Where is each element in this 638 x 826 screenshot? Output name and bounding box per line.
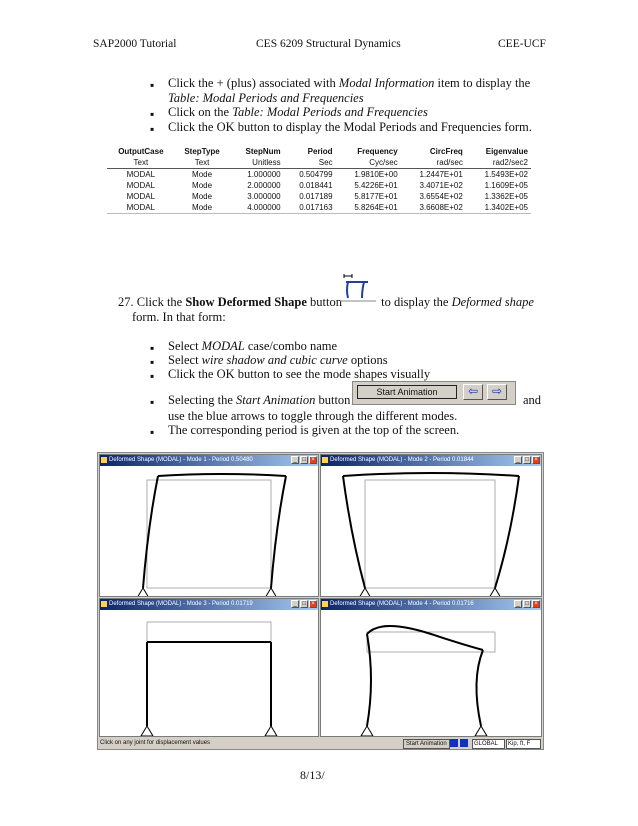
bullet-icon: ▪	[150, 395, 155, 409]
bullet-text: use the blue arrows to toggle through the different modes.	[168, 409, 458, 423]
close-icon[interactable]: ×	[532, 456, 540, 464]
window-titlebar: Deformed Shape (MODAL) - Mode 4 - Period 0.01716 _ □ ×	[321, 599, 541, 610]
mode-3-window	[99, 598, 319, 737]
deformed-shape-icon	[340, 270, 376, 302]
column-header: Period	[307, 147, 333, 156]
table-cell: Mode	[192, 181, 213, 190]
column-header: StepType	[184, 147, 220, 156]
maximize-icon[interactable]: □	[300, 600, 308, 608]
arrow-right-icon[interactable]	[460, 739, 468, 747]
table-row	[107, 202, 531, 214]
window-icon	[322, 457, 328, 463]
bullet-text: Click on the Table: Modal Periods and Frequencies	[168, 105, 428, 119]
table-cell: Mode	[175, 202, 230, 214]
column-unit: Unitless	[229, 157, 283, 169]
table-cell: MODAL	[126, 192, 156, 201]
table-cell: 1.3402E+05	[466, 202, 531, 214]
column-header: OutputCase	[118, 147, 164, 156]
column-header: Frequency	[357, 147, 398, 156]
minimize-icon[interactable]: _	[514, 456, 522, 464]
column-unit: Text	[175, 157, 230, 169]
mode-3-frame-drawing	[100, 610, 318, 736]
bullet-text-and: and	[523, 393, 542, 407]
bullet-icon: ▪	[150, 122, 155, 136]
column-unit: rad/sec	[401, 157, 466, 169]
mode-4-frame-drawing	[321, 610, 541, 736]
bullet-icon: ▪	[150, 78, 155, 92]
minimize-icon[interactable]: _	[514, 600, 522, 608]
table-header-row	[107, 146, 531, 157]
table-cell: 0.018441	[299, 181, 333, 190]
maximize-icon[interactable]: □	[300, 456, 308, 464]
table-cell: MODAL	[107, 202, 175, 214]
table-cell: 5.4226E+01	[354, 181, 398, 190]
bullet-text: Select MODAL case/combo name	[168, 339, 338, 353]
bullet-icon: ▪	[150, 425, 155, 439]
table-row	[107, 169, 531, 181]
arrow-left-icon[interactable]: ⇦	[463, 384, 483, 400]
close-icon[interactable]: ×	[532, 600, 540, 608]
header-left: SAP2000 Tutorial	[93, 38, 177, 50]
table-units-row	[107, 157, 531, 169]
maximize-icon[interactable]: □	[523, 600, 531, 608]
window-icon	[101, 601, 107, 607]
column-unit: Sec	[284, 157, 336, 169]
mode-shapes-screenshot	[97, 452, 544, 750]
status-hint: Click on any joint for displacement values	[100, 740, 211, 746]
bullet-icon: ▪	[150, 369, 155, 383]
table-cell: 5.8264E+01	[336, 202, 401, 214]
page-number: 8/13/	[300, 768, 325, 782]
table-cell: Mode	[192, 170, 213, 179]
modal-periods-table	[107, 146, 531, 214]
window-titlebar: Deformed Shape (MODAL) - Mode 2 - Period 0.01844 _ □ ×	[321, 455, 541, 466]
table-cell: 5.8177E+01	[354, 192, 398, 201]
maximize-icon[interactable]: □	[523, 456, 531, 464]
table-cell: 0.504799	[299, 170, 333, 179]
table-cell: 1.000000	[247, 170, 281, 179]
table-cell: 1.9810E+00	[354, 170, 398, 179]
bullet-icon: ▪	[150, 355, 155, 369]
table-row	[107, 180, 531, 191]
table-cell: 1.3362E+05	[484, 192, 528, 201]
window-icon	[322, 601, 328, 607]
close-icon[interactable]: ×	[309, 456, 317, 464]
column-unit: Text	[107, 157, 175, 169]
mode-1-window	[99, 454, 319, 597]
table-cell: Mode	[192, 192, 213, 201]
table-cell: MODAL	[126, 181, 156, 190]
bullet-icon: ▪	[150, 107, 155, 121]
bullet-text: Click the OK button to see the mode shapes visually	[168, 367, 431, 381]
show-deformed-shape-button[interactable]	[340, 270, 376, 302]
window-icon	[101, 457, 107, 463]
bullet-text: The corresponding period is given at the top of the screen.	[168, 423, 460, 437]
arrow-left-icon[interactable]	[450, 739, 458, 747]
mode-1-frame-drawing	[100, 466, 318, 596]
table-cell: 1.1609E+05	[484, 181, 528, 190]
mode-2-frame-drawing	[321, 466, 541, 596]
step-27-text: 27. Click the Show Deformed Shape button to display the Deformed shape form. In that form:	[118, 295, 534, 324]
table-cell: 3.6554E+02	[419, 192, 463, 201]
bullet-text: Select wire shadow and cubic curve options	[168, 353, 388, 367]
minimize-icon[interactable]: _	[291, 456, 299, 464]
column-header: CircFreq	[429, 147, 463, 156]
table-cell: 0.017189	[299, 192, 333, 201]
column-unit: Cyc/sec	[336, 157, 401, 169]
table-cell: MODAL	[126, 170, 156, 179]
window-titlebar: Deformed Shape (MODAL) - Mode 3 - Period 0.01719 _ □ ×	[100, 599, 318, 610]
header-center: CES 6209 Structural Dynamics	[256, 38, 401, 50]
table-row	[107, 191, 531, 202]
table-cell: 1.5493E+02	[484, 170, 528, 179]
header-right: CEE-UCF	[498, 38, 546, 50]
minimize-icon[interactable]: _	[291, 600, 299, 608]
bullet-text: Selecting the Start Animation button	[168, 393, 351, 407]
mode-2-window	[320, 454, 542, 597]
start-animation-button[interactable]: Start Animation	[357, 385, 457, 399]
bullet-text: Click the + (plus) associated with Modal Information item to display the Table: Modal Periods and Frequencies	[168, 76, 531, 105]
coordinate-system-select[interactable]: GLOBAL	[472, 739, 505, 749]
table-cell: 1.2447E+01	[419, 170, 463, 179]
close-icon[interactable]: ×	[309, 600, 317, 608]
table-cell: 3.000000	[247, 192, 281, 201]
column-unit: rad2/sec2	[466, 157, 531, 169]
table-cell: 3.4071E+02	[419, 181, 463, 190]
arrow-right-icon[interactable]: ⇨	[487, 384, 507, 400]
bullet-text: Click the OK button to display the Modal Periods and Frequencies form.	[168, 120, 532, 134]
column-header: Eigenvalue	[485, 147, 528, 156]
units-select[interactable]: Kip, ft, F	[506, 739, 541, 749]
column-header: StepNum	[245, 147, 281, 156]
animation-toolbar	[352, 381, 516, 405]
table-cell: 3.6608E+02	[401, 202, 466, 214]
window-titlebar: Deformed Shape (MODAL) - Mode 1 - Period 0.50480 _ □ ×	[100, 455, 318, 466]
table-cell: 2.000000	[247, 181, 281, 190]
table-cell: 0.017163	[284, 202, 336, 214]
table-cell: 4.000000	[229, 202, 283, 214]
mode-4-window	[320, 598, 542, 737]
bullet-icon: ▪	[150, 341, 155, 355]
status-bar	[98, 738, 543, 749]
status-start-animation-button[interactable]: Start Animation	[403, 739, 450, 749]
